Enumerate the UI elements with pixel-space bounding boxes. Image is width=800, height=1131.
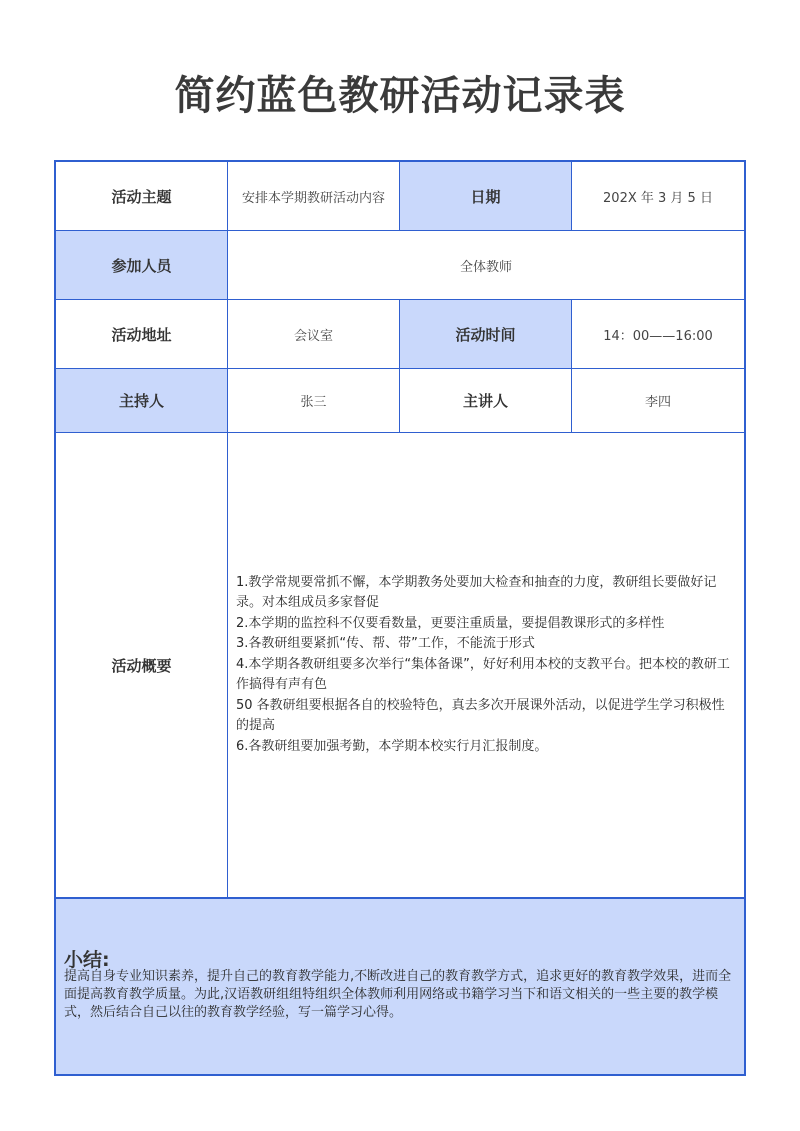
participants-label: 参加人员 [56,231,228,299]
time-label: 活动时间 [400,300,572,368]
topic-label: 活动主题 [56,162,228,230]
summary-heading: 小结: [64,949,110,971]
host-value: 张三 [228,369,400,432]
speaker-value: 李四 [644,395,671,410]
overview-line-6: 6.各教研组要加强考勤，本学期本校实行月汇报制度。 [236,738,548,754]
location-label: 活动地址 [56,300,228,368]
overview-line-2: 2.本学期的监控科不仅要看数量，更要注重质量，要提倡教课形式的多样性 [236,615,665,631]
overview-line-1: 1.教学常规要常抓不懈，本学期教务处要加大检查和抽查的力度，教研组长要做好记录。对本组成员多家督促 [236,574,717,611]
overview-content [228,433,744,897]
overview-line-3: 3.各教研组要紧抓“传、帮、带”工作，不能流于形式 [236,636,535,652]
host-label: 主持人 [56,369,228,432]
row-topic [56,162,744,231]
topic-value: 安排本学期教研活动内容 [228,162,400,230]
row-overview [56,433,744,899]
overview-line-5: 50 各教研组要根据各自的校验特色，真去多次开展课外活动，以促进学生学习积极性的提高 [236,697,725,734]
overview-line-4: 4.本学期各教研组要多次举行“集体备课”，好好利用本校的支教平台。把本校的教研工作搞得有声有色 [236,656,730,693]
row-participants [56,231,744,300]
location-value: 会议室 [228,300,400,368]
page-title: 简约蓝色教研活动记录表 [174,73,626,119]
summary-body: 提高自身专业知识素养，提升自己的教育教学能力,不断改进自己的教育教学方式，追求更好的教育教学效果，进而全面提高教育教学质量。为此,汉语教研组组特组织全体教师利用网络或书籍学习当下和语文相关的一些主要的教学模式，然后结合自己以往的教育教学经验，写一篇学习心得。 [64,969,732,1020]
date-label: 日期 [400,162,572,230]
row-host [56,369,744,433]
summary-section [56,899,744,1074]
date-value: 202X 年 3 月 5 日 [603,190,713,206]
row-location [56,300,744,369]
speaker-label: 主讲人 [400,369,572,432]
time-value: 14：00——16:00 [603,328,713,344]
overview-label: 活动概要 [56,433,228,897]
participants-value: 全体教师 [459,259,512,275]
record-table [54,160,746,1076]
